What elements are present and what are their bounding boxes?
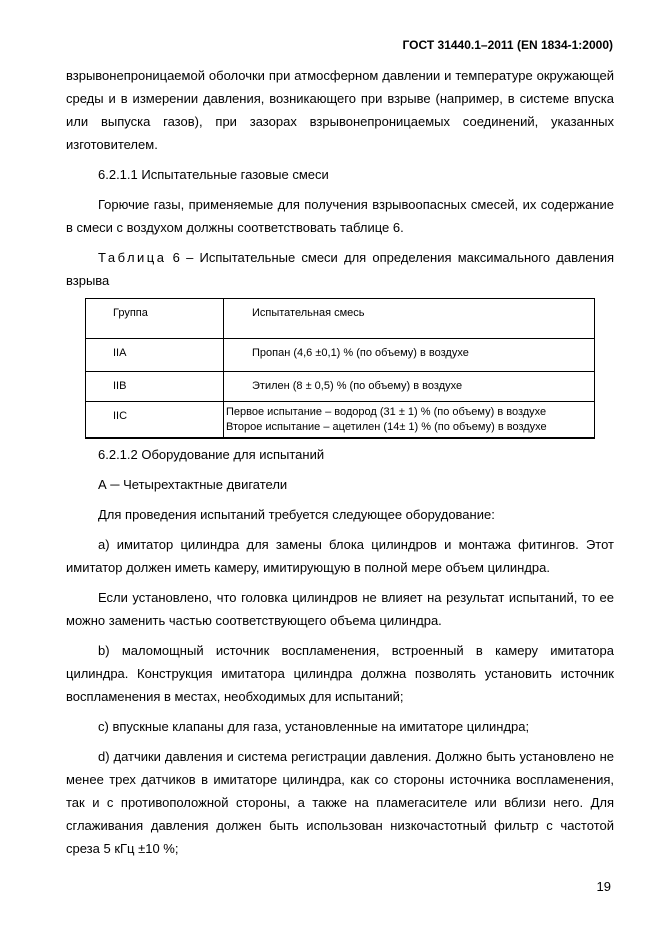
table-cell-mix-line: Первое испытание – водород (31 ± 1) % (по объему) в воздухе xyxy=(226,406,547,418)
list-item-a: а) имитатор цилиндра для замены блока цилиндров и монтажа фитингов. Этот имитатор должен иметь камеру, имитирующую в полной мере объем цилиндра. xyxy=(66,536,614,575)
table-cell-mix: Этилен (8 ± 0,5) % (по объему) в воздухе xyxy=(224,372,595,402)
page-number: 19 xyxy=(596,879,611,894)
table-cell-mix-line: Второе испытание – ацетилен (14± 1) % (по объему) в воздухе xyxy=(226,421,547,433)
paragraph-gases: Горючие газы, применяемые для получения взрывоопасных смесей, их содержание в смеси с воздухом должны соответствовать таблице 6. xyxy=(66,197,614,235)
test-mixtures-table xyxy=(85,298,595,439)
list-item-d: d) датчики давления и система регистрации давления. Должно быть установлено не менее трех датчиков в имитаторе цилиндра, как со стороны источника воспламенения, так и с противоположной стороны, а также на пламегасителе или вблизи него. Для сглаживания давления должен быть использован низкочастотный фильтр с частотой среза 5 кГц ±10 %; xyxy=(66,748,614,856)
table-row xyxy=(86,402,595,438)
table-cell-mix: Пропан (4,6 ±0,1) % (по объему) в воздухе xyxy=(224,339,595,372)
list-item-c: с) впускные клапаны для газа, установленные на имитаторе цилиндра; xyxy=(98,718,530,734)
table-cell-mix xyxy=(224,402,595,438)
section-heading-6-2-1-2: 6.2.1.2 Оборудование для испытаний xyxy=(98,446,325,462)
subsection-heading-a: А ─ Четырехтактные двигатели xyxy=(98,476,288,492)
table-header-row xyxy=(86,299,595,339)
table-caption-word: Таблица xyxy=(98,250,167,265)
section-heading-6-2-1-1: 6.2.1.1 Испытательные газовые смеси xyxy=(98,167,329,182)
list-item-b: b) маломощный источник воспламенения, встроенный в камеру имитатора цилиндра. Конструкция имитатора цилиндра должна позволять установить источник воспламенения в местах, необходимых для испытаний; xyxy=(66,642,614,704)
table-header-group: Группа xyxy=(86,299,224,339)
paragraph-equipment-intro: Для проведения испытаний требуется следующее оборудование: xyxy=(98,506,495,522)
table-cell-group: IIB xyxy=(86,372,224,402)
table-header-mix: Испытательная смесь xyxy=(224,299,595,339)
paragraph-cylinder-head: Если установлено, что головка цилиндров не влияет на результат испытаний, то ее можно заменить частью соответствующего объема цилиндра. xyxy=(66,589,614,628)
table-row xyxy=(86,339,595,372)
page-body xyxy=(66,64,614,867)
paragraph-continuation: взрывонепроницаемой оболочки при атмосферном давлении и температуре окружающей среды и в измерении давления, возникающего при взрыве (например, в системе впуска или выпуска газов), при зазорах взрывонепроницаемых соединений, указанных изготовителем. xyxy=(66,68,614,152)
table-cell-group: IIC xyxy=(86,402,224,438)
document-header: ГОСТ 31440.1–2011 (EN 1834-1:2000) xyxy=(402,38,613,52)
table-caption xyxy=(66,246,614,292)
table-cell-group: IIA xyxy=(86,339,224,372)
table-row xyxy=(86,372,595,402)
table-caption-text: 6 – Испытательные смеси для определения максимального давления взрыва xyxy=(66,250,614,288)
